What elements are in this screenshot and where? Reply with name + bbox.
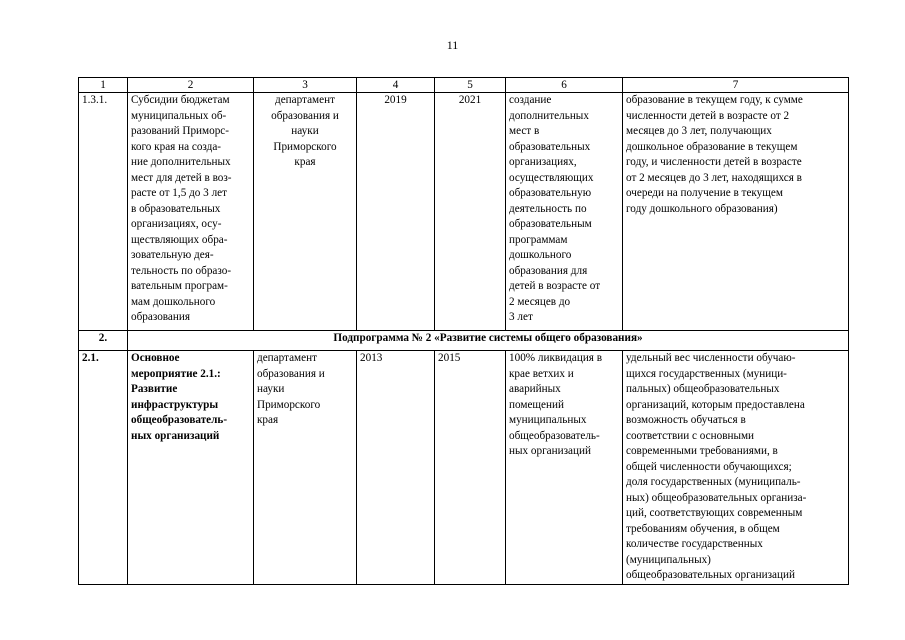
text-line: ных организаций: [509, 445, 591, 457]
text-line: дошкольное образование в текущем: [626, 140, 798, 153]
header-cell: 4: [357, 78, 435, 93]
row-number: 2.1.: [79, 351, 128, 585]
text-line: расте от 1,5 до 3 лет: [131, 187, 228, 199]
text-line: ных организаций: [131, 429, 220, 442]
text-line: численности детей в возрасте от 2: [626, 109, 790, 122]
text-line: общеобразователь-: [509, 429, 600, 442]
text-line: мест для детей в воз-: [131, 171, 232, 184]
text-line: требованиям обучения, в общем: [626, 522, 780, 535]
indicator: [623, 93, 849, 331]
text-line: общеобразовательных организаций: [626, 569, 795, 581]
text-line: 100% ликвидация в: [509, 352, 603, 364]
text-line: образовательную: [509, 187, 592, 199]
header-cell: 7: [623, 78, 849, 93]
start-year: 2013: [357, 351, 435, 585]
text-line: науки: [257, 383, 285, 395]
table-row: [79, 351, 849, 585]
text-line: удельный вес численности обучаю-: [626, 352, 796, 364]
text-line: края: [294, 156, 316, 168]
header-cell: 5: [435, 78, 506, 93]
text-line: инфраструктуры: [131, 398, 219, 411]
text-line: программам: [509, 233, 568, 246]
text-line: создание: [509, 94, 552, 106]
text-line: 2 месяцев до: [509, 295, 571, 308]
activity-name: [128, 93, 254, 331]
program-table: [78, 77, 849, 585]
text-line: соответствии с основными: [626, 429, 755, 442]
text-line: образования для: [509, 264, 588, 277]
text-line: современными требованиями, в: [626, 445, 778, 457]
table-row: [79, 93, 849, 331]
header-row: [79, 78, 849, 93]
text-line: деятельность по: [509, 202, 587, 215]
end-year: 2015: [435, 351, 506, 585]
text-line: Приморского: [273, 140, 337, 153]
text-line: дополнительных: [509, 109, 589, 122]
text-line: департамент: [257, 352, 317, 364]
text-line: науки: [291, 125, 319, 137]
text-line: ций, соответствующих современным: [626, 507, 803, 519]
text-line: общеобразователь-: [131, 414, 228, 426]
text-line: помещений: [509, 398, 564, 411]
text-line: зовательную дея-: [131, 249, 214, 261]
header-cell: 2: [128, 78, 254, 93]
activity-name: [128, 351, 254, 585]
text-line: разований Приморс-: [131, 125, 229, 137]
section-title: Подпрограмма № 2 «Развитие системы общего образования»: [128, 331, 849, 351]
text-line: образовательным: [509, 218, 592, 230]
start-year: 2019: [357, 93, 435, 331]
text-line: края: [257, 414, 279, 426]
text-line: щихся государственных (муници-: [626, 367, 787, 380]
text-line: осуществляющих: [509, 171, 594, 184]
text-line: ществляющих обра-: [131, 233, 228, 246]
section-number: 2.: [79, 331, 128, 351]
text-line: образования и: [271, 109, 339, 122]
text-line: количестве государственных: [626, 538, 763, 550]
header-cell: 6: [506, 78, 623, 93]
text-line: кого края на созда-: [131, 140, 222, 153]
text-line: мероприятие 2.1.:: [131, 367, 221, 380]
text-line: месяцев до 3 лет, получающих: [626, 125, 772, 137]
text-line: году, и численности детей в возрасте: [626, 156, 802, 168]
text-line: ных) общеобразовательных организа-: [626, 491, 807, 504]
text-line: муниципальных об-: [131, 109, 227, 122]
header-cell: 1: [79, 78, 128, 93]
text-line: пальных) общеобразовательных: [626, 383, 780, 395]
text-line: Субсидии бюджетам: [131, 94, 230, 106]
text-line: в образовательных: [131, 202, 221, 215]
text-line: департамент: [275, 94, 335, 106]
header-cell: 3: [254, 78, 357, 93]
text-line: образования: [131, 311, 191, 323]
indicator: [623, 351, 849, 585]
text-line: доля государственных (муниципаль-: [626, 476, 801, 488]
text-line: дошкольного: [509, 249, 572, 261]
text-line: образования и: [257, 367, 325, 380]
text-line: Развитие: [131, 383, 178, 395]
text-line: Основное: [131, 352, 180, 364]
end-year: 2021: [435, 93, 506, 331]
text-line: муниципальных: [509, 414, 587, 426]
text-line: организациях,: [509, 156, 577, 168]
expected-result: [506, 351, 623, 585]
text-line: детей в возрасте от: [509, 280, 601, 292]
row-number: 1.3.1.: [79, 93, 128, 331]
text-line: Приморского: [257, 398, 321, 411]
page-number: 11: [446, 38, 459, 52]
text-line: году дошкольного образования): [626, 202, 778, 215]
text-line: образовательных: [509, 140, 591, 153]
text-line: общей численности обучающихся;: [626, 460, 792, 473]
text-line: (муниципальных): [626, 553, 711, 566]
text-line: организаций, которым предоставлена: [626, 398, 805, 411]
text-line: 3 лет: [509, 311, 533, 323]
section-row: [79, 331, 849, 351]
text-line: образование в текущем году, к сумме: [626, 94, 803, 106]
text-line: крае ветхих и: [509, 367, 574, 380]
text-line: очереди на получение в текущем: [626, 187, 783, 199]
text-line: тельность по образо-: [131, 264, 232, 277]
executor: [254, 351, 357, 585]
expected-result: [506, 93, 623, 331]
text-line: ние дополнительных: [131, 156, 231, 168]
text-line: мам дошкольного: [131, 295, 216, 308]
executor: [254, 93, 357, 331]
text-line: возможность обучаться в: [626, 414, 746, 426]
text-line: от 2 месяцев до 3 лет, находящихся в: [626, 171, 802, 184]
text-line: мест в: [509, 125, 540, 137]
text-line: организациях, осу-: [131, 218, 222, 230]
text-line: вательным програм-: [131, 280, 228, 292]
text-line: аварийных: [509, 383, 561, 395]
